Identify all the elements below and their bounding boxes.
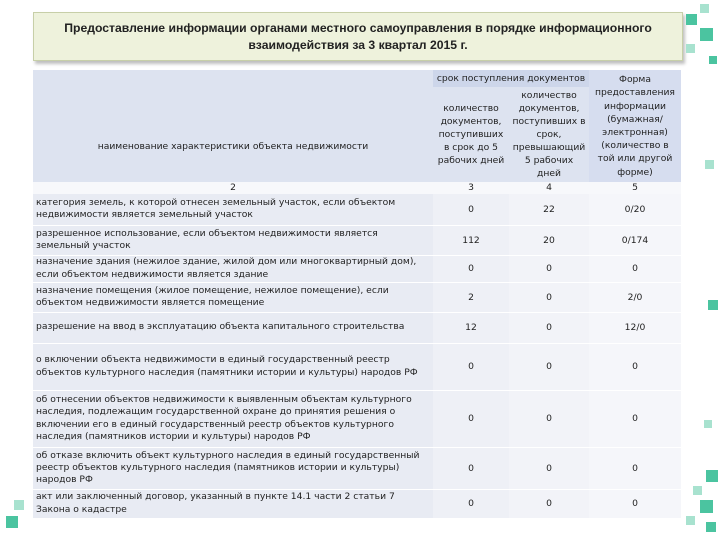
- title-box: [33, 12, 683, 61]
- deco-square: [693, 486, 702, 495]
- row-over-time: 22: [509, 194, 589, 225]
- row-form: 0: [589, 343, 681, 390]
- row-form: 0: [589, 489, 681, 518]
- table-row: [33, 225, 681, 255]
- row-name: разрешенное использование, если объектом недвижимости является земельный участок: [33, 225, 433, 255]
- row-name: об отказе включить объект культурного наследия в единый государственный реестр объектов культурного наследия (памятников истории и культуры) народов РФ: [33, 447, 433, 489]
- deco-square: [6, 516, 18, 528]
- deco-square: [700, 28, 713, 41]
- row-name: об отнесении объектов недвижимости к выявленным объектам культурного наследия, подлежащим государственной охране до принятия решения о включении его в единый государственный реестр объектов культурного наследия (памятников истории и культуры) народов РФ: [33, 390, 433, 447]
- row-over-time: 20: [509, 225, 589, 255]
- deco-square: [704, 420, 712, 428]
- table-row: [33, 312, 681, 343]
- col-number: 3: [433, 182, 509, 194]
- row-over-time: 0: [509, 282, 589, 312]
- row-over-time: 0: [509, 489, 589, 518]
- row-in-time: 2: [433, 282, 509, 312]
- header-name-label: наименование характеристики объекта недвижимости: [97, 140, 369, 152]
- row-form: 0: [589, 390, 681, 447]
- row-in-time: 0: [433, 194, 509, 225]
- deco-square: [686, 516, 695, 525]
- header-over-time: [509, 87, 589, 182]
- row-name: разрешение на ввод в эксплуатацию объекта капитального строительства: [33, 312, 433, 343]
- row-name: назначение помещения (жилое помещение, нежилое помещение), если объектом недвижимости является помещение: [33, 282, 433, 312]
- col-number: 2: [33, 182, 433, 194]
- page-title: Предоставление информации органами местного самоуправления в порядке информационного взаимодействия за 3 квартал 2015 г.: [64, 20, 652, 52]
- header-form: [589, 70, 681, 182]
- row-name: о включении объекта недвижимости в единый государственный реестр объектов культурного наследия (памятники истории и культуры) народов РФ: [33, 343, 433, 390]
- table-row: [33, 390, 681, 447]
- row-in-time: 0: [433, 255, 509, 282]
- row-over-time: 0: [509, 312, 589, 343]
- row-name: назначение здания (нежилое здание, жилой дом или многоквартирный дом), если объектом недвижимости является здание: [33, 255, 433, 282]
- col-number: 4: [509, 182, 589, 194]
- deco-square: [705, 160, 714, 169]
- row-over-time: 0: [509, 343, 589, 390]
- header-group-label: срок поступления документов: [436, 73, 586, 84]
- deco-square: [706, 522, 716, 532]
- row-in-time: 0: [433, 390, 509, 447]
- row-form: 2/0: [589, 282, 681, 312]
- header-in-time-label: количество документов, поступивших в срок до 5 рабочих дней: [437, 103, 505, 166]
- deco-square: [14, 500, 24, 510]
- row-form: 0: [589, 255, 681, 282]
- data-table: [33, 70, 681, 519]
- header-in-time: [433, 87, 509, 182]
- deco-square: [700, 500, 713, 513]
- header-row-top: [33, 70, 681, 87]
- deco-square: [709, 56, 717, 64]
- table-row: [33, 489, 681, 518]
- row-form: 0: [589, 447, 681, 489]
- row-form: 12/0: [589, 312, 681, 343]
- row-over-time: 0: [509, 390, 589, 447]
- header-over-time-label: количество документов, поступивших в срок, превышающий 5 рабочих дней: [512, 90, 586, 179]
- row-form: 0/20: [589, 194, 681, 225]
- table-row: [33, 447, 681, 489]
- row-form: 0/174: [589, 225, 681, 255]
- column-number-row: [33, 182, 681, 194]
- row-in-time: 0: [433, 489, 509, 518]
- row-in-time: 112: [433, 225, 509, 255]
- row-in-time: 0: [433, 343, 509, 390]
- table-row: [33, 343, 681, 390]
- deco-square: [706, 470, 718, 482]
- row-name: акт или заключенный договор, указанный в пункте 14.1 части 2 статьи 7 Закона о кадастре: [33, 489, 433, 518]
- col-number: 5: [589, 182, 681, 194]
- deco-square: [686, 14, 697, 25]
- table-row: [33, 255, 681, 282]
- header-group: [433, 70, 589, 87]
- row-in-time: 0: [433, 447, 509, 489]
- row-in-time: 12: [433, 312, 509, 343]
- header-form-label: Форма предоставления информации (бумажная/ электронная) (количество в той или другой форме): [595, 74, 675, 178]
- row-over-time: 0: [509, 255, 589, 282]
- deco-square: [708, 300, 718, 310]
- header-name-col: [33, 70, 433, 182]
- table-row: [33, 194, 681, 225]
- table-row: [33, 282, 681, 312]
- deco-square: [700, 4, 709, 13]
- deco-square: [686, 44, 695, 53]
- row-name: категория земель, к которой отнесен земельный участок, если объектом недвижимости является земельный участок: [33, 194, 433, 225]
- row-over-time: 0: [509, 447, 589, 489]
